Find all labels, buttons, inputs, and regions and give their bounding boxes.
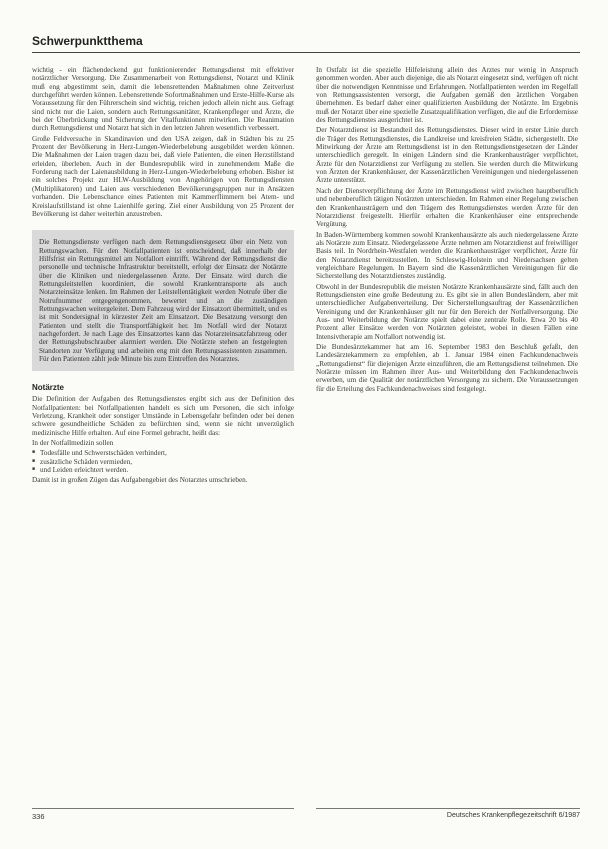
left-column [32, 66, 294, 487]
footer-divider-right [316, 808, 580, 809]
bullet-item: ■ Todesfälle und Schwerstschäden verhindert, [32, 449, 294, 457]
box-paragraph: Die Rettungsdienste verfügen nach dem Rettungsdienstgesetz über ein Netz von Rettungswachen. Für den Notfallpatienten ist entscheidend, daß innerhalb der Hilfsfrist ein Rettungsmittel am Notfallort eintrifft. Während der Rettungsdienst die personelle und technische Infrastruktur bereitstellt, erfolgt der Einsatz der Notärzte über die Kliniken und niedergelassenen Ärzte. Der Einsatz wird durch die Rettungsleitstellen koordiniert, die sowohl Krankentransporte als auch Notarzteinsätze lenken. Im Rahmen der Leitstellentätigkeit werden Notrufe über die Notrufnummer entgegengenommen, bewertet und an die zuständigen Rettungswachen weitergeleitet. Dem Fahrzeug wird der Einsatzort übermittelt, und es ist mit Sondersignal in kürzester Zeit am Einsatzort. Die Besatzung versorgt den Patienten und stellt die Transportfähigkeit her. Im Notfall wird der Notarzt nachgefordert. Je nach Lage des Einsatzortes kann das Notarzteinsatzfahrzeug oder der Rettungshubschrauber alarmiert werden. Die Notärzte stehen an festgelegten Standorten zur Verfügung und arbeiten eng mit den Rettungsassistenten zusammen. Für den Patienten zählt jede Minute bis zum Eintreffen des Notarztes. [39, 238, 287, 363]
highlight-box [32, 230, 294, 371]
body-paragraph: Die Bundesärztekammer hat am 16. September 1983 den Beschluß gefaßt, den Landesärztekammern zu empfehlen, ab 1. Januar 1984 einen Fachkundenachweis „Rettungsdienst“ für diejenigen Ärzte einzuführen, die am Rettungsdienst teilnehmen. Die Notärzte müssen im Rahmen ihrer Aus- und Weiterbildung den Fachkundenachweis erwerben, um die Qualität der notärztlichen Versorgung zu sichern. Die Voraussetzungen für die Erteilung des Fachkundenachweises sind festgelegt. [316, 343, 578, 393]
page-number: 336 [32, 812, 45, 821]
notaerzte-paragraph: Die Definition der Aufgaben des Rettungsdienstes ergibt sich aus der Definition des Notfallpatienten: bei Notfallpatienten handelt es sich um Personen, die sich infolge Verletzung, Krankheit oder sonstiger Umstände in Lebensgefahr befinden oder bei denen schwere gesundheitliche Schäden zu befürchten sind, wenn sie nicht unverzüglich medizinische Hilfe erhalten. Auf eine Formel gebracht, heißt das: [32, 395, 294, 437]
body-paragraph: wichtig - ein flächendeckend gut funktionierender Rettungsdienst mit effektiver notärztlicher Versorgung. Die Zusammenarbeit von Rettungsdienst, Notarzt und Klinik muß eng abgestimmt sein, damit die lebensrettenden Maßnahmen ohne Zeitverlust durchgeführt werden können. Lebensrettende Sofortmaßnahmen und Erste-Hilfe-Kurse als Voraussetzung für den Führerschein sind wichtig, reichen jedoch allein nicht aus. Gefragt sind nicht nur die Laien, sondern auch Rettungssanitäter, Krankenpfleger und Ärzte, die bei der Überbrückung und Sicherung der Vitalfunktionen mitwirken. Die Reanimation durch Rettungsdienst und Notarzt hat sich in den letzten Jahren wesentlich verbessert. [32, 66, 294, 133]
notaerzte-heading: Notärzte [32, 383, 65, 393]
body-paragraph: In Baden-Württemberg kommen sowohl Krankenhausärzte als auch niedergelassene Ärzte als Notärzte zum Einsatz. Niedergelassene Ärzte nehmen am Notarztdienst auf freiwilliger Basis teil. In Nordrhein-Westfalen werden die Krankenhausträger verpflichtet, Ärzte für den Notarztdienst bereitzustellen. In Schleswig-Holstein und Niedersachsen gelten vergleichbare Regelungen. In Bayern sind die Kassenärztlichen Vereinigungen für die Sicherstellung des Notarztdienstes zuständig. [316, 230, 578, 281]
body-paragraph: Nach der Dienstverpflichtung der Ärzte im Rettungsdienst wird zwischen hauptberuflich und nebenberuflich tätigen Notärzten unterschieden. Im Rahmen einer Regelung zwischen den Krankenhausträgern und den Trägern des Rettungsdienstes werden Ärzte für den Notarztdienst freigestellt. Hierfür erhalten die Krankenhäuser eine entsprechende Vergütung. [316, 186, 578, 229]
section-header-title: Schwerpunktthema [32, 34, 143, 48]
body-paragraph: Obwohl in der Bundesrepublik die meisten Notärzte Krankenhausärzte sind, fällt auch den Rettungsdiensten eine große Bedeutung zu. Es gibt sie in allen Bundesländern, aber mit unterschiedlicher Aufgabenverteilung. Der Sicherstellungsauftrag der Kassenärztlichen Vereinigung und der Krankenhäuser gilt nur für den Bereich der Notfallversorgung. Die Aus- und Weiterbildung der Notärzte spielt dabei eine zentrale Rolle. Etwa 20 bis 40 Prozent aller Einsätze werden von Notärzten geleistet, wobei in diesen Fällen eine Intensivtherapie am Notfallort notwendig ist. [316, 282, 578, 341]
right-column [316, 66, 578, 395]
bullets-intro: In der Notfallmedizin sollen [32, 439, 114, 448]
body-paragraph: Der Notarztdienst ist Bestandteil des Rettungsdienstes. Dieser wird in erster Linie durch die Träger des Rettungsdienstes, die Landkreise und kreisfreien Städte, sichergestellt. Die Mitwirkung der Ärzte am Rettungsdienst ist in den Rettungsdienstgesetzen der Länder unterschiedlich geregelt. In einigen Ländern sind die Krankenhausträger verpflichtet, Ärzte für den Notarztdienst zur Verfügung zu stellen. Sie werden durch die Mitwirkung von Ärzten der Krankenhäuser, der Kassenärztlichen Vereinigungen und niedergelassenen Ärzte unterstützt. [316, 126, 578, 185]
body-paragraph: Große Feldversuche in Skandinavien und den USA zeigen, daß in Städten bis zu 25 Prozent der Bevölkerung in Herz-Lungen-Wiederbelebung ausgebildet werden können. Die Maßnahmen der Laien tragen dazu bei, daß viele Patienten, die einen Herzstillstand erleiden, überleben. Auch in der Bundesrepublik wird in zunehmendem Maße die Forderung nach der Laienausbildung in Herz-Lungen-Wiederbelebung erhoben. Bisher ist ein solches Projekt zur HLW-Ausbildung von Angehörigen von Rettungsdiensten (Multiplikatoren) und Laien aus verschiedenen Bevölkerungsgruppen nur in Ansätzen vorhanden. Die Lebenschance eines Patienten mit Kammerflimmern bei Atem- und Kreislaufstillstand ist ohne Laienhilfe gering. Ziel einer Ausbildung von 25 Prozent der Bevölkerung ist daher weiterhin anzustreben. [32, 134, 294, 218]
body-paragraph: In Ostfalz ist die spezielle Hilfeleistung allein des Arztes nur wenig in Anspruch genommen worden. Aber auch diejenige, die als Notarzt eingesetzt sind, verfügen oft nicht über die notwendigen Kenntnisse und Erfahrungen. Notfallpatienten werden im Regelfall von Rettungsassistenten versorgt, die Aufgaben gemäß den ärztlichen Vorgaben übernehmen. Es bedarf daher einer qualifizierten Ausbildung der Notärzte. Im Ergebnis muß der Notarzt über eine spezielle Zusatzqualifikation verfügen, die auf die Erfordernisse des Rettungsdienstes ausgerichtet ist. [316, 66, 578, 125]
bullet-item: ■ und Leiden erleichtert werden. [32, 466, 294, 474]
footer-divider-left [32, 808, 294, 809]
closing-paragraph: Damit ist in großen Zügen das Aufgabengebiet des Notarztes umschrieben. [32, 476, 248, 485]
journal-citation: Deutsches Krankenpflegezeitschrift 6/1987 [446, 812, 580, 819]
bullet-item: ■ zusätzliche Schäden vermieden, [32, 458, 294, 466]
bullet-list [32, 449, 294, 474]
header-divider [32, 52, 580, 53]
